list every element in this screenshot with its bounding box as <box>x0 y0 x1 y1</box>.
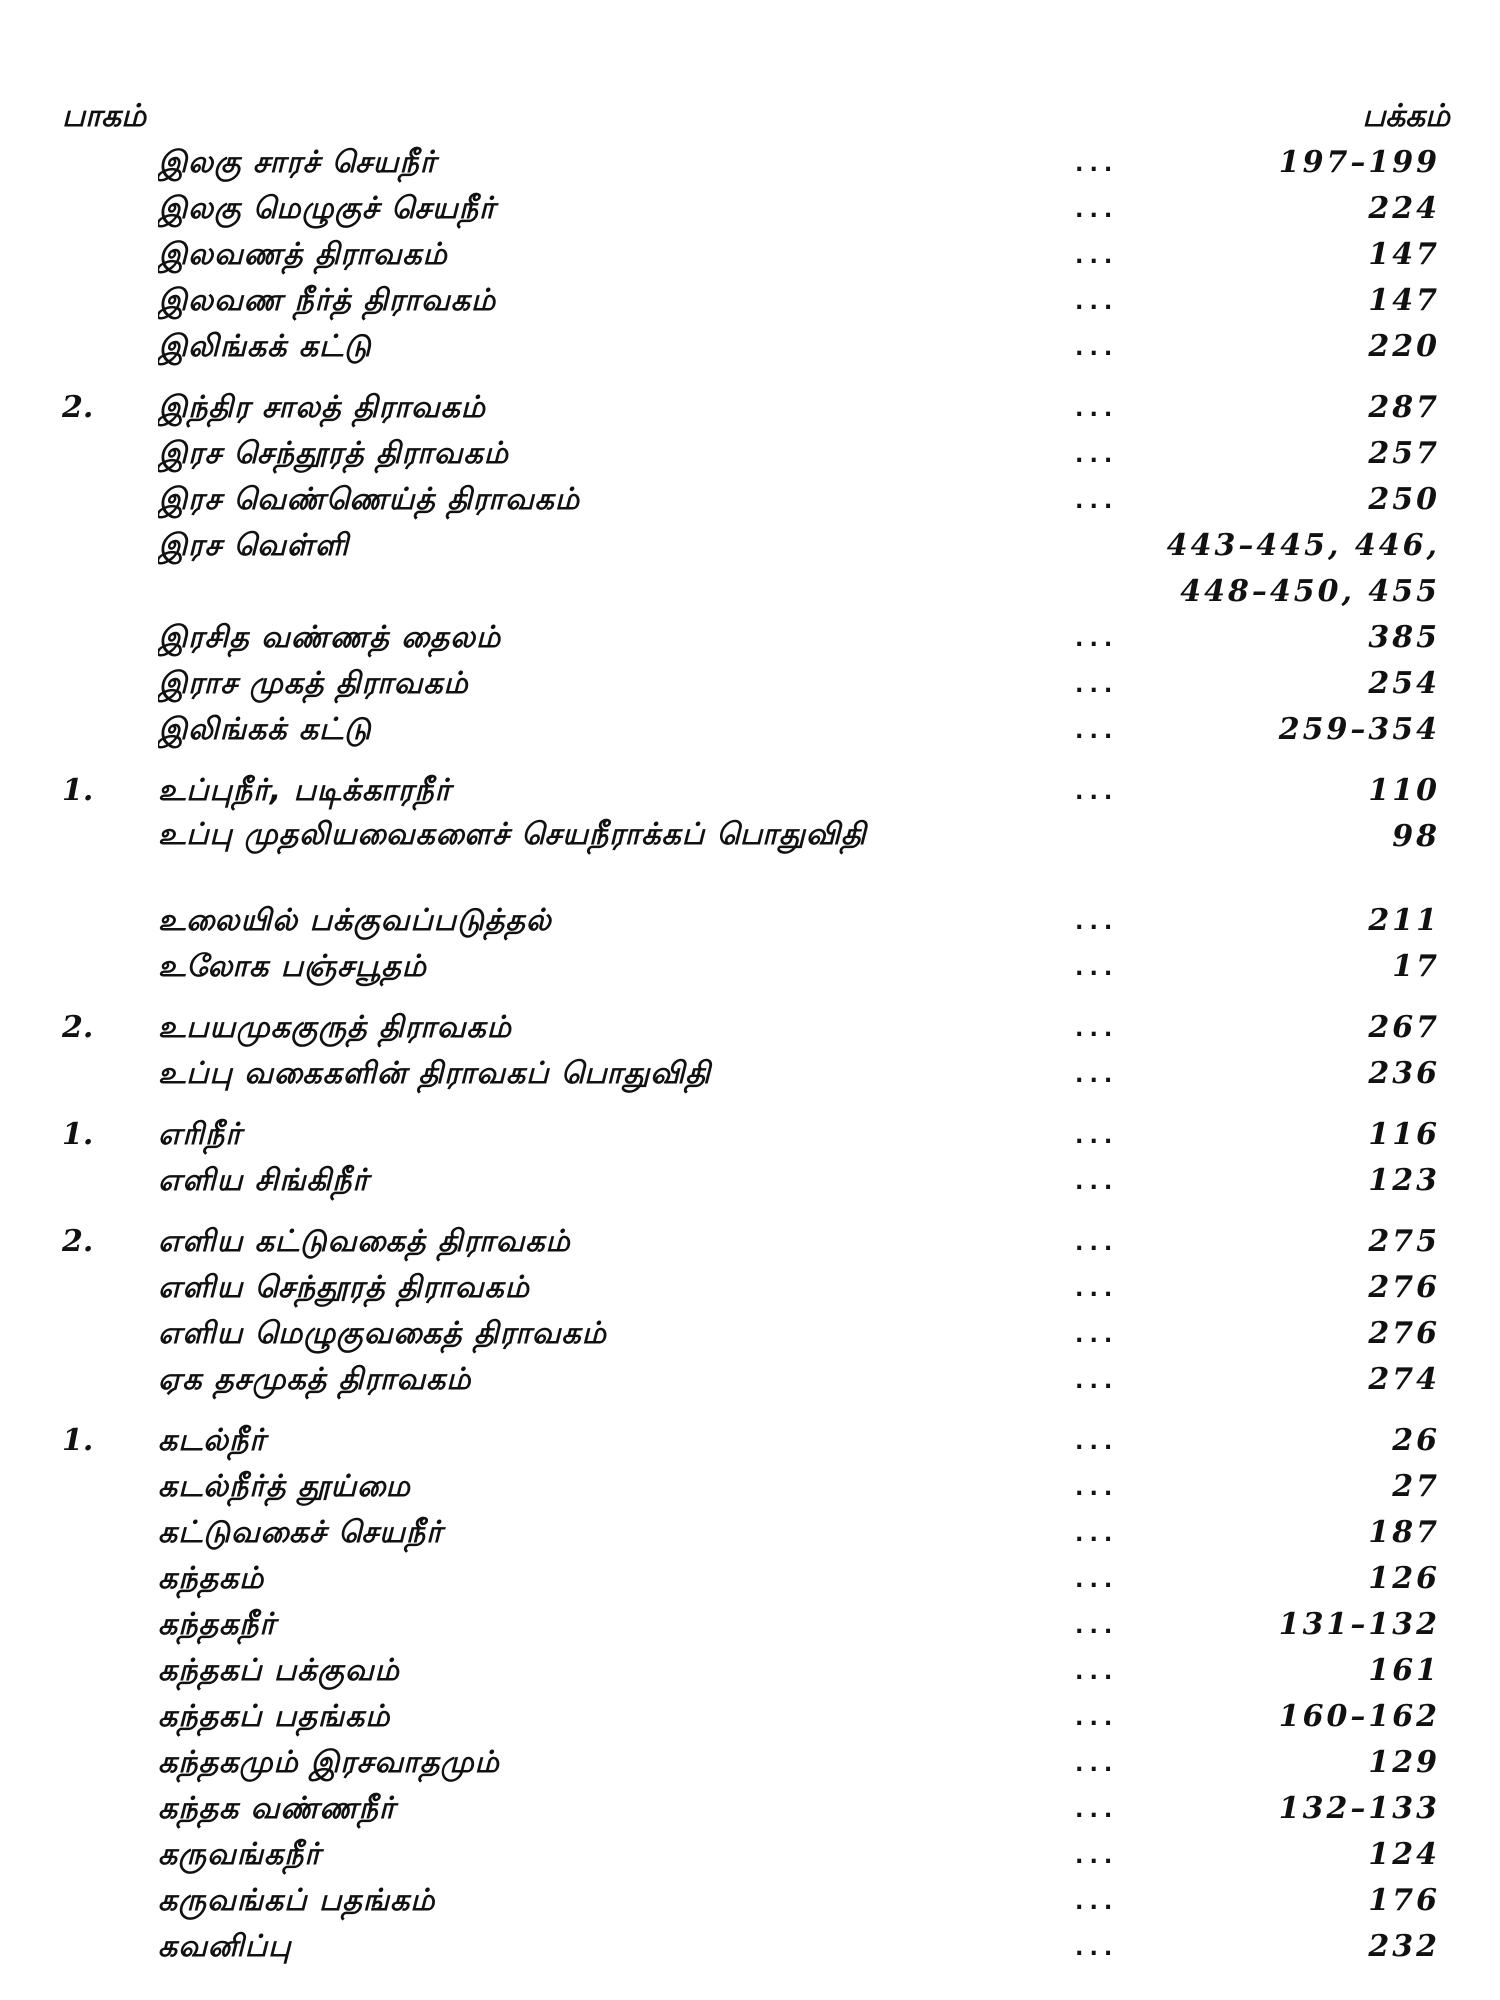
leader-dots: ... <box>1072 670 1116 698</box>
index-row <box>0 707 1500 753</box>
leader-dots: ... <box>1072 1121 1116 1149</box>
index-row <box>0 1648 1500 1694</box>
leader-dots: ... <box>1072 1795 1116 1823</box>
leader-dots: ... <box>1072 394 1116 422</box>
index-group <box>0 1219 1500 1403</box>
index-row <box>0 523 1500 569</box>
index-term: எளிய சிங்கிநீர் <box>158 1163 369 1198</box>
index-row <box>0 1464 1500 1510</box>
leader-dots: ... <box>1072 716 1116 744</box>
index-term: எளிய செந்தூரத் திராவகம் <box>158 1270 530 1305</box>
leader-dots: ... <box>1072 333 1116 361</box>
page-reference: 126 <box>1368 1561 1440 1596</box>
page-reference: 274 <box>1368 1362 1440 1397</box>
index-term: கந்தகப் பதங்கம் <box>158 1699 391 1734</box>
leader-dots: ... <box>1072 1703 1116 1731</box>
leader-dots: ... <box>1072 1228 1116 1256</box>
index-row <box>0 615 1500 661</box>
index-group <box>0 140 1500 370</box>
index-term: உப்புநீர், படிக்காரநீர் <box>158 773 452 808</box>
group-number: 2. <box>62 390 94 425</box>
index-row <box>0 768 1500 814</box>
index-row <box>0 1556 1500 1602</box>
page-reference: 448–450, 455 <box>1180 574 1440 609</box>
index-row <box>0 140 1500 186</box>
index-term: கந்தக வண்ணநீர் <box>158 1791 396 1826</box>
index-row <box>0 814 1500 898</box>
index-term: இராச முகத் திராவகம் <box>158 666 469 701</box>
leader-dots: ... <box>1072 1060 1116 1088</box>
leader-dots: ... <box>1072 1565 1116 1593</box>
page-reference: 26 <box>1392 1423 1440 1458</box>
leader-dots: ... <box>1072 953 1116 981</box>
page-reference: 443–445, 446, <box>1166 528 1440 563</box>
page-reference: 27 <box>1392 1469 1440 1504</box>
leader-dots: ... <box>1072 241 1116 269</box>
index-term: கட்டுவகைச் செயநீர் <box>158 1515 443 1550</box>
index-term: இலவண நீர்த் திராவகம் <box>158 283 497 318</box>
index-row <box>0 898 1500 944</box>
index-row <box>0 1158 1500 1204</box>
index-row <box>0 1265 1500 1311</box>
page-reference: 132–133 <box>1278 1791 1440 1826</box>
group-number: 1. <box>62 1423 94 1458</box>
index-row <box>0 324 1500 370</box>
leader-dots: ... <box>1072 1611 1116 1639</box>
index-term: எளிய மெழுகுவகைத் திராவகம் <box>158 1316 607 1351</box>
page-reference: 147 <box>1368 283 1440 318</box>
index-group <box>0 1005 1500 1097</box>
page-reference: 17 <box>1392 949 1440 984</box>
group-number: 2. <box>62 1224 94 1259</box>
index-row <box>0 278 1500 324</box>
index-row <box>0 1786 1500 1832</box>
leader-dots: ... <box>1072 1427 1116 1455</box>
page-reference: 124 <box>1368 1837 1440 1872</box>
index-row <box>0 186 1500 232</box>
index-group <box>0 385 1500 753</box>
index-term: கடல்நீர்த் தூய்மை <box>158 1469 411 1504</box>
leader-dots: ... <box>1072 287 1116 315</box>
index-row <box>0 1740 1500 1786</box>
index-term: கந்தகநீர் <box>158 1607 277 1642</box>
leader-dots: ... <box>1072 624 1116 652</box>
page-reference: 385 <box>1368 620 1440 655</box>
index-term: கவனிப்பு <box>158 1929 292 1964</box>
index-term: கடல்நீர் <box>158 1423 266 1458</box>
page-reference: 276 <box>1368 1270 1440 1305</box>
page-reference: 254 <box>1368 666 1440 701</box>
index-row <box>0 569 1500 615</box>
index-term: இரசித வண்ணத் தைலம் <box>158 620 502 655</box>
index-term: கருவங்கநீர் <box>158 1837 322 1872</box>
index-term: எரிநீர் <box>158 1117 242 1152</box>
leader-dots: ... <box>1072 1014 1116 1042</box>
index-term: எளிய கட்டுவகைத் திராவகம் <box>158 1224 571 1259</box>
index-row <box>0 1878 1500 1924</box>
leader-dots: ... <box>1072 1274 1116 1302</box>
leader-dots: ... <box>1072 1320 1116 1348</box>
page-reference: 275 <box>1368 1224 1440 1259</box>
page-reference: 160–162 <box>1278 1699 1440 1734</box>
index-row <box>0 1510 1500 1556</box>
index-row <box>0 1357 1500 1403</box>
page-reference: 110 <box>1368 773 1440 808</box>
index-term: இரச வெண்ணெய்த் திராவகம் <box>158 482 580 517</box>
page-reference: 197–199 <box>1278 145 1440 180</box>
index-row <box>0 1112 1500 1158</box>
leader-dots: ... <box>1072 1887 1116 1915</box>
page-reference: 116 <box>1368 1117 1440 1152</box>
page-reference: 267 <box>1368 1010 1440 1045</box>
index-group <box>0 1112 1500 1204</box>
index-term: உப்பு முதலியவைகளைச் செயநீராக்கப் பொதுவிதி <box>158 817 867 852</box>
leader-dots: ... <box>1072 1933 1116 1961</box>
leader-dots: ... <box>1072 1519 1116 1547</box>
index-term: இந்திர சாலத் திராவகம் <box>158 390 486 425</box>
index-term: கந்தகம் <box>158 1561 265 1596</box>
leader-dots: ... <box>1072 1841 1116 1869</box>
leader-dots: ... <box>1072 195 1116 223</box>
page-reference: 98 <box>1392 819 1440 854</box>
page-reference: 131–132 <box>1278 1607 1440 1642</box>
page-reference: 257 <box>1368 436 1440 471</box>
group-number: 2. <box>62 1010 94 1045</box>
leader-dots: ... <box>1072 777 1116 805</box>
page-reference: 176 <box>1368 1883 1440 1918</box>
page-reference: 276 <box>1368 1316 1440 1351</box>
index-row <box>0 1832 1500 1878</box>
index-term: இலிங்கக் கட்டு <box>158 329 372 364</box>
group-number: 1. <box>62 773 94 808</box>
index-group <box>0 1418 1500 1970</box>
index-term: இலிங்கக் கட்டு <box>158 712 372 747</box>
group-number: 1. <box>62 1117 94 1152</box>
page-reference: 123 <box>1368 1163 1440 1198</box>
index-term: ஏக தசமுகத் திராவகம் <box>158 1362 472 1397</box>
index-entries <box>0 140 1500 1985</box>
page-reference: 224 <box>1368 191 1440 226</box>
index-term: கந்தகப் பக்குவம் <box>158 1653 400 1688</box>
column-header-page: பக்கம் <box>1362 98 1450 134</box>
leader-dots: ... <box>1072 907 1116 935</box>
page-reference: 250 <box>1368 482 1440 517</box>
leader-dots: ... <box>1072 1366 1116 1394</box>
index-term: உப்பு வகைகளின் திராவகப் பொதுவிதி <box>158 1056 711 1091</box>
leader-dots: ... <box>1072 149 1116 177</box>
index-row <box>0 661 1500 707</box>
page-reference: 259–354 <box>1278 712 1440 747</box>
index-term: இலகு சாரச் செயநீர் <box>158 145 437 180</box>
page-reference: 232 <box>1368 1929 1440 1964</box>
leader-dots: ... <box>1072 486 1116 514</box>
index-row <box>0 1051 1500 1097</box>
index-term: கந்தகமும் இரசவாதமும் <box>158 1745 500 1780</box>
index-row <box>0 1311 1500 1357</box>
page-reference: 129 <box>1368 1745 1440 1780</box>
index-term: உலையில் பக்குவப்படுத்தல் <box>158 903 552 938</box>
index-row <box>0 1694 1500 1740</box>
page-reference: 287 <box>1368 390 1440 425</box>
index-row <box>0 1602 1500 1648</box>
page-reference: 236 <box>1368 1056 1440 1091</box>
index-row <box>0 477 1500 523</box>
leader-dots: ... <box>1072 1473 1116 1501</box>
index-term: உபயமுககுருத் திராவகம் <box>158 1010 512 1045</box>
leader-dots: ... <box>1072 440 1116 468</box>
index-row <box>0 944 1500 990</box>
page-reference: 161 <box>1368 1653 1440 1688</box>
index-term: இரச செந்தூரத் திராவகம் <box>158 436 509 471</box>
leader-dots: ... <box>1072 1167 1116 1195</box>
index-row <box>0 1219 1500 1265</box>
index-row <box>0 431 1500 477</box>
index-row <box>0 232 1500 278</box>
page-reference: 220 <box>1368 329 1440 364</box>
page-reference: 211 <box>1368 903 1440 938</box>
index-term: இலவணத் திராவகம் <box>158 237 448 272</box>
index-group <box>0 768 1500 990</box>
page-reference: 147 <box>1368 237 1440 272</box>
leader-dots: ... <box>1072 1749 1116 1777</box>
leader-dots: ... <box>1072 1657 1116 1685</box>
index-row <box>0 385 1500 431</box>
index-term: இரச வெள்ளி <box>158 528 350 563</box>
column-header-part: பாகம் <box>62 98 147 134</box>
index-term: உலோக பஞ்சபூதம் <box>158 949 427 984</box>
index-row <box>0 1924 1500 1970</box>
page-reference: 187 <box>1368 1515 1440 1550</box>
index-term: இலகு மெழுகுச் செயநீர் <box>158 191 496 226</box>
index-term: கருவங்கப் பதங்கம் <box>158 1883 436 1918</box>
index-row <box>0 1418 1500 1464</box>
index-row <box>0 1005 1500 1051</box>
